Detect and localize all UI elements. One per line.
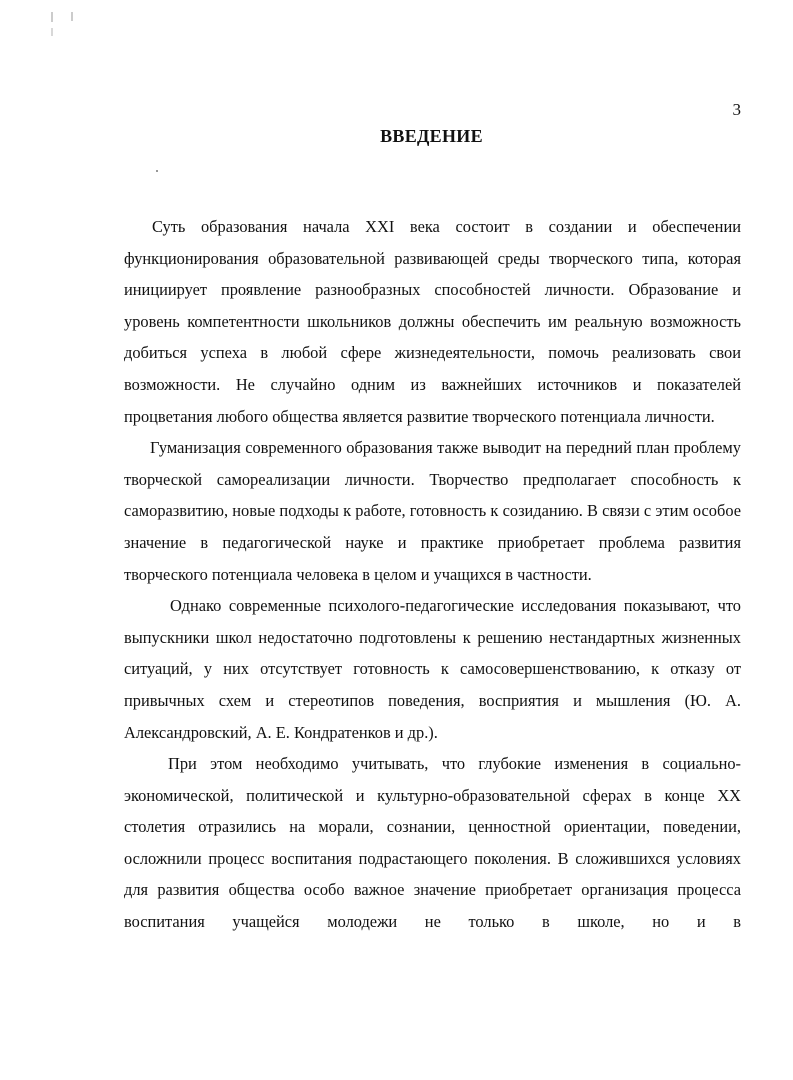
body-text (124, 211, 741, 938)
scan-artifact-marks (50, 10, 80, 40)
paragraph-4: При этом необходимо учитывать, что глубокие изменения в социально-экономической, политической и культурно-образовательной сферах в конце XX столетия отразились на морали, сознании, ценностной ориентации, поведении, осложнили процесс воспитания подрастающего поколения. В сложившихся условиях для развития общества особо важное значение приобретает организация процесса воспитания учащейся молодежи не только в школе, но и в (124, 754, 741, 932)
paragraph-3: Однако современные психолого-педагогические исследования показывают, что выпускники школ недостаточно подготовлены к решению нестандартных жизненных ситуаций, у них отсутствует готовность к самосовершенствованию, к отказу от привычных схем и стереотипов поведения, восприятия и мышления (Ю. А. Александровский, А. Е. Кондратенков и др.). (124, 596, 741, 742)
paragraph-1: Суть образования начала XXI века состоит в создании и обеспечении функционирования образовательной развивающей среды творческого типа, которая инициирует проявление разнообразных способностей личности. Образование и уровень компетентности школьников должны обеспечить им реальную возможность добиться успеха в любой сфере жизнедеятельности, помочь реализовать свои возможности. Не случайно одним из важнейших источников и показателей процветания любого общества является развитие творческого потенциала личности. (124, 217, 741, 426)
paragraph-2: Гуманизация современного образования также выводит на передний план проблему творческой самореализации личности. Творчество предполагает способность к саморазвитию, новые подходы к работе, готовность к созиданию. В связи с этим особое значение в педагогической науке и практике приобретает проблема развития творческого потенциала человека в целом и учащихся в частности. (124, 438, 741, 584)
scan-speck (156, 170, 158, 172)
section-title: ВВЕДЕНИЕ (380, 126, 483, 146)
page-number: 3 (732, 100, 741, 119)
